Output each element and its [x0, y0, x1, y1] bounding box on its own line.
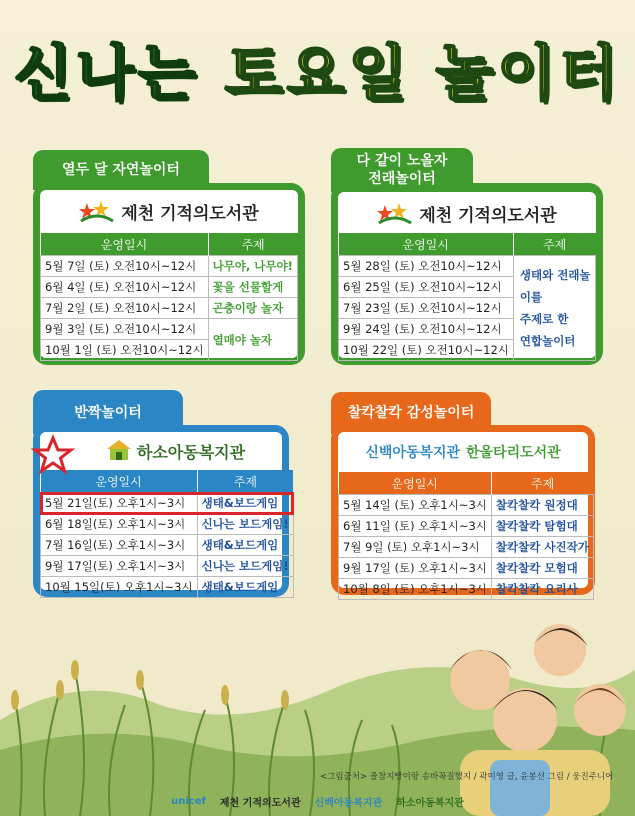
footer-logo-sinbaek: 신백아동복지관	[314, 797, 383, 809]
table-row: 6월 4일 (토) 오전10시~12시	[41, 277, 209, 298]
topic-cell: 찰칵찰칵 모험대	[491, 558, 593, 579]
table-row: 7월 16일(토) 오후1시~3시	[41, 535, 198, 556]
col-header-datetime: 운영일시	[41, 470, 198, 493]
col-header-topic: 주제	[543, 237, 567, 252]
panel-traditional-tab	[331, 148, 473, 192]
panel-nature-logo-text: 제천 기적의도서관	[121, 203, 259, 224]
table-row: 10월 1일 (토) 오전10시~12시	[41, 340, 209, 361]
footer-logos	[0, 786, 635, 816]
topic-cell: 찰칵찰칵 탐험대	[491, 516, 593, 537]
topic-cell: 생태&보드게임	[197, 535, 293, 556]
table-row: 10월 22일 (토) 오전10시~12시	[339, 340, 514, 361]
panel-nature-logo	[40, 190, 298, 232]
table-row: 7월 2일 (토) 오전10시~12시	[41, 298, 209, 319]
col-header-datetime: 운영일시	[41, 233, 209, 256]
footer-logo-haso: 하소아동복지관	[396, 797, 464, 809]
panel-photo-tab	[331, 392, 491, 434]
table-row: 5월 21일(토) 오후1시~3시	[41, 493, 198, 514]
topic-cell: 열매야 놀자	[208, 319, 297, 361]
panel-sparkle-tab-label: 반짝놀이터	[74, 405, 142, 421]
table-row: 6월 18일(토) 오후1시~3시	[41, 514, 198, 535]
panel-traditional-logo-text: 제천 기적의도서관	[419, 205, 557, 226]
col-header-topic: 주제	[531, 476, 555, 491]
table-row: 5월 28일 (토) 오전10시~12시	[339, 256, 514, 277]
red-star-icon	[33, 436, 73, 474]
table-row: 5월 14일 (토) 오후1시~3시	[339, 495, 492, 516]
table-row: 10월 15일(토) 오후1시~3시	[41, 577, 198, 598]
image-credit: <그림출처> 졸참지빵이랑 송바꼭질했지 / 곽미영 글, 윤봉선 그림 / 웅진주니어	[320, 772, 614, 782]
col-header-datetime: 운영일시	[339, 233, 514, 256]
panel-photo-logo2: 한울타리도서관	[466, 445, 561, 461]
highlighted-row	[41, 493, 294, 514]
topic-cell	[513, 256, 595, 361]
table-row: 6월 11일 (토) 오후1시~3시	[339, 516, 492, 537]
panel-photo-logo	[338, 432, 588, 472]
panel-sparkle-table	[40, 470, 294, 598]
topic-cell: 생태&보드게임	[197, 577, 293, 598]
table-row: 9월 3일 (토) 오전10시~12시	[41, 319, 209, 340]
topic-line: 주제로 한	[519, 312, 569, 326]
panel-traditional-tab-line2: 전래놀이터	[368, 171, 436, 187]
title-part1: 신나는	[13, 39, 200, 109]
star-logo-icon	[377, 201, 413, 225]
table-row: 6월 25일 (토) 오전10시~12시	[339, 277, 514, 298]
panel-photo-logo1: 신백아동복지관	[365, 445, 460, 461]
topic-line: 연합놀이터	[519, 334, 576, 348]
topic-cell: 나무야, 나무야!	[208, 256, 297, 277]
panel-nature-tab	[33, 150, 209, 190]
topic-cell: 찰칵찰칵 사진작가	[491, 537, 593, 558]
panel-photo-table	[338, 472, 594, 600]
topic-cell: 꽃을 선물할게	[208, 277, 297, 298]
topic-cell: 곤충이랑 놀자	[208, 298, 297, 319]
footer-logo-library: 제천 기적의도서관	[219, 797, 301, 809]
panel-nature-table	[40, 233, 298, 361]
table-row: 9월 17일 (토) 오후1시~3시	[339, 558, 492, 579]
panel-sparkle-body	[40, 432, 289, 594]
title-part3: 놀이터	[435, 39, 622, 109]
title-part2: 토요일	[224, 39, 411, 109]
page-title	[0, 26, 635, 112]
topic-cell: 찰칵찰칵 요리사	[491, 579, 593, 600]
panel-sparkle-logo-text: 하소아동복지관	[136, 442, 246, 462]
col-header-datetime: 운영일시	[339, 472, 492, 495]
table-row: 10월 8일 (토) 오후1시~3시	[339, 579, 492, 600]
col-header-topic: 주제	[233, 474, 257, 489]
table-row: 9월 24일 (토) 오전10시~12시	[339, 319, 514, 340]
table-row: 7월 9일 (토) 오후1시~3시	[339, 537, 492, 558]
footer-logo-unicef: unicef	[171, 795, 206, 807]
topic-cell: 신나는 보드게임!	[197, 556, 293, 577]
topic-line: 생태와 전래놀이를	[519, 268, 591, 304]
table-row: 7월 23일 (토) 오전10시~12시	[339, 298, 514, 319]
panel-traditional-table	[338, 233, 596, 361]
topic-cell: 신나는 보드게임!	[197, 514, 293, 535]
topic-cell: 생태&보드게임	[197, 493, 293, 514]
panel-photo-tab-label: 찰칵찰칵 감성놀이터	[347, 405, 475, 421]
table-row: 5월 7일 (토) 오전10시~12시	[41, 256, 209, 277]
panel-photo-body	[338, 432, 589, 596]
panel-nature-tab-label: 열두 달 자연놀이터	[62, 162, 180, 178]
panel-nature-body	[40, 190, 298, 358]
panel-sparkle-tab	[33, 390, 183, 434]
col-header-topic: 주제	[241, 237, 265, 252]
star-logo-icon	[79, 199, 115, 223]
topic-cell: 찰칵찰칵 원정대	[491, 495, 593, 516]
panel-traditional-logo	[338, 192, 596, 234]
table-row: 9월 17일(토) 오후1시~3시	[41, 556, 198, 577]
panel-sparkle-logo	[40, 432, 282, 470]
panel-traditional-tab-line1: 다 같이 노올자	[356, 153, 448, 169]
house-logo-icon	[107, 440, 133, 462]
panel-traditional-body	[338, 192, 596, 358]
